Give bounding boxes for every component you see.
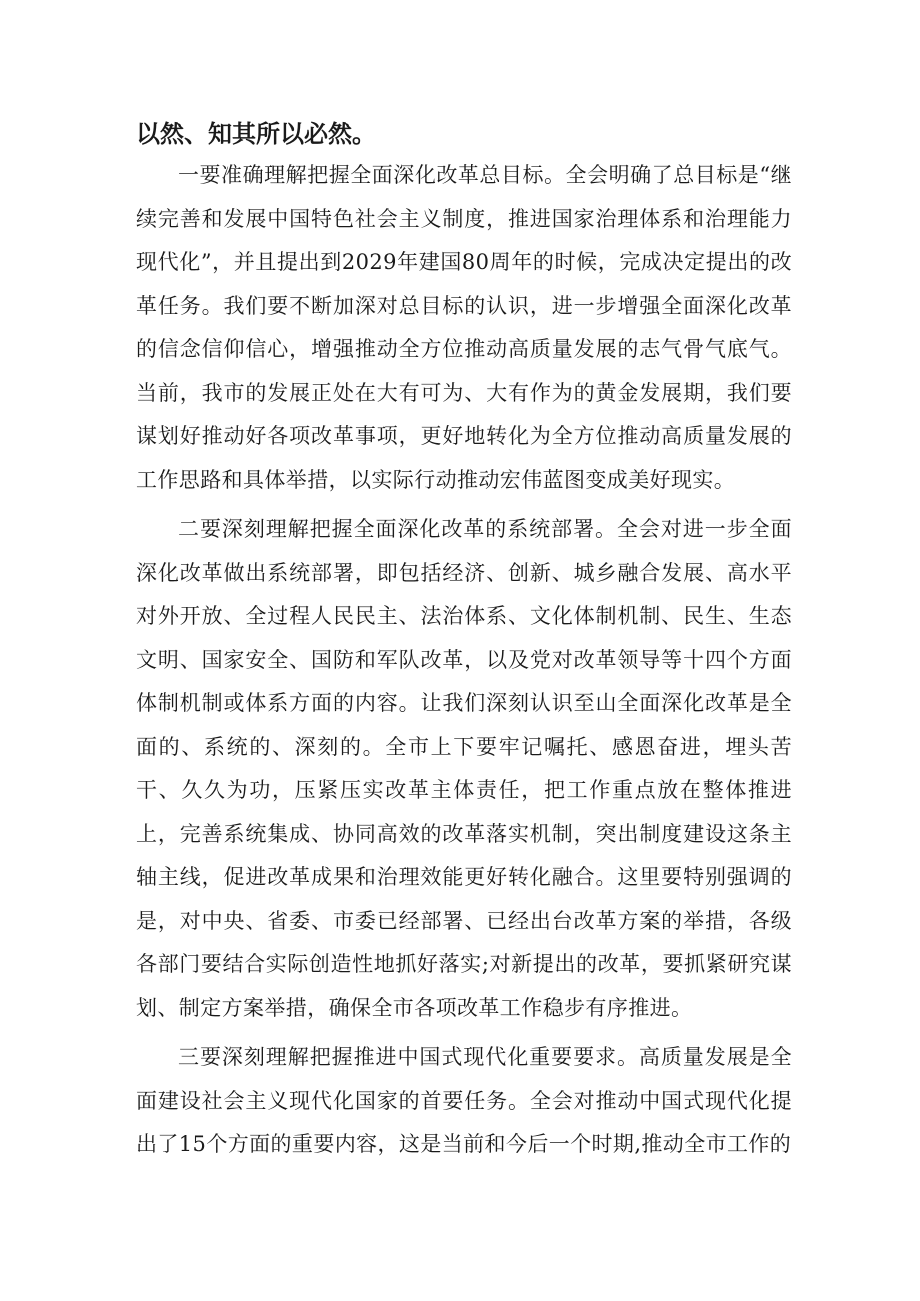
document-body [136,114,792,1167]
paragraph-third-requirement: 三要深刻理解把握推进中国式现代化重要要求。高质量发展是全面建设社会主义现代化国家的首要任务。全会对推动中国式现代化提出了15个方面的重要内容，这是当前和今后一个时期,推动全市工作的 [136,1045,792,1156]
paragraph-first-requirement: 一要准确理解把握全面深化改革总目标。全会明确了总目标是“继续完善和发展中国特色社会主义制度，推进国家治理体系和治理能力现代化”，并且提出到2029年建国80周年的时候，完成决定提出的改革任务。我们要不断加深对总目标的认识，进一步增强全面深化改革的信念信仰信心，增强推动全方位推动高质量发展的志气骨气底气。当前，我市的发展正处在大有可为、大有作为的黄金发展期，我们要谋划好推动好各项改革事项，更好地转化为全方位推动高质量发展的工作思路和具体举措，以实际行动推动宏伟蓝图变成美好现实。 [136,163,792,492]
paragraph-second-requirement: 二要深刻理解把握全面深化改革的系统部署。全会对进一步全面深化改革做出系统部署，即包括经济、创新、城乡融合发展、高水平对外开放、全过程人民民主、法治体系、文化体制机制、民生、生态文明、国家安全、国防和军队改革，以及党对改革领导等十四个方面体制机制或体系方面的内容。让我们深刻认识至山全面深化改革是全面的、系统的、深刻的。全市上下要牢记嘱托、感恩奋进，埋头苦干、久久为功，压紧压实改革主体责任，把工作重点放在整体推进上，完善系统集成、协同高效的改革落实机制，突出制度建设这条主轴主线，促进改革成果和治理效能更好转化融合。这里要特别强调的是，对中央、省委、市委已经部署、已经出台改革方案的举措，各级各部门要结合实际创造性地抓好落实;对新提出的改革，要抓紧研究谋划、制定方案举措，确保全市各项改革工作稳步有序推进。 [136,517,792,1020]
section-heading-continuation: 以然、知其所以必然。 [136,120,376,148]
